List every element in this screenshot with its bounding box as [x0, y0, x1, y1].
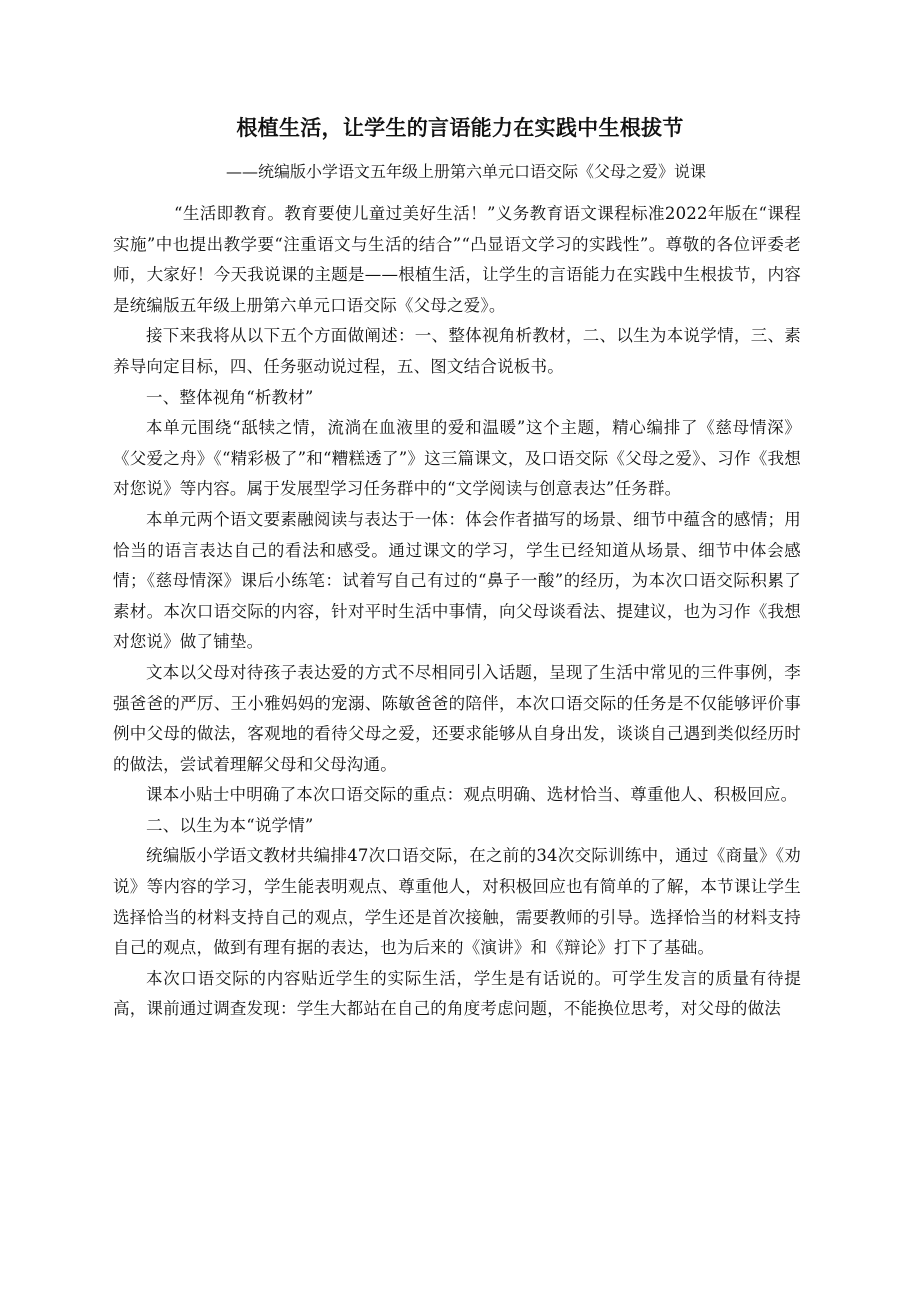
- paragraph-intro: “生活即教育。教育要使儿童过美好生活！”义务教育语文课程标准2022年版在“课程实施”中也提出教学要“注重语文与生活的结合”“凸显语文学习的实践性”。尊敬的各位评委老师，大家好！今天我说课的主题是——根植生活，让学生的言语能力在实践中生根拔节，内容是统编版五年级上册第六单元口语交际《父母之爱》。: [113, 204, 801, 315]
- document-body: [113, 199, 801, 1025]
- section-heading-student-analysis: 二、以生为本“说学情”: [146, 815, 314, 835]
- paragraph-outline: 接下来我将从以下五个方面做阐述：一、整体视角析教材，二、以生为本说学情，三、素养导向定目标，四、任务驱动说过程，五、图文结合说板书。: [113, 326, 801, 376]
- document-title: 根植生活，让学生的言语能力在实践中生根拔节: [236, 116, 684, 140]
- section-heading-textbook-analysis: 一、整体视角“析教材”: [146, 387, 314, 407]
- paragraph-tips: 课本小贴士中明确了本次口语交际的重点：观点明确、选材恰当、尊重他人、积极回应。: [146, 785, 798, 805]
- document-subtitle: ——统编版小学语文五年级上册第六单元口语交际《父母之爱》说课: [226, 162, 707, 181]
- paragraph-unit-theme: 本单元围绕“舐犊之情，流淌在血液里的爱和温暖”这个主题，精心编排了《慈母情深》《父爱之舟》《“精彩极了”和“糟糕透了”》这三篇课文，及口语交际《父母之爱》、习作《我想对您说》等内容。属于发展型学习任务群中的“文学阅读与创意表达”任务群。: [113, 418, 801, 499]
- paragraph-student-survey: 本次口语交际的内容贴近学生的实际生活，学生是有话说的。可学生发言的质量有待提高，课前通过调查发现：学生大都站在自己的角度考虑问题，不能换位思考，对父母的做法: [113, 968, 801, 1019]
- paragraph-text-topic: 文本以父母对待孩子表达爱的方式不尽相同引入话题，呈现了生活中常见的三件事例，李强爸爸的严厉、王小雅妈妈的宠溺、陈敏爸爸的陪伴，本次口语交际的任务是不仅能够评价事例中父母的做法，客观地的看待父母之爱，还要求能够从自身出发，谈谈自己遇到类似经历时的做法，尝试着理解父母和父母沟通。: [113, 662, 801, 774]
- paragraph-prior-learning: 统编版小学语文教材共编排47次口语交际，在之前的34次交际训练中，通过《商量》《劝说》等内容的学习，学生能表明观点、尊重他人，对积极回应也有简单的了解，本节课让学生选择恰当的材料支持自己的观点，学生还是首次接触，需要教师的引导。选择恰当的材料支持自己的观点，做到有理有据的表达，也为后来的《演讲》和《辩论》打下了基础。: [113, 846, 801, 958]
- paragraph-language-elements: 本单元两个语文要素融阅读与表达于一体：体会作者描写的场景、细节中蕴含的感情；用恰当的语言表达自己的看法和感受。通过课文的学习，学生已经知道从场景、细节中体会感情；《慈母情深》课后小练笔：试着写自己有过的“鼻子一酸”的经历，为本次口语交际积累了素材。本次口语交际的内容，针对平时生活中事情，向父母谈看法、提建议，也为习作《我想对您说》做了铺垫。: [113, 509, 801, 652]
